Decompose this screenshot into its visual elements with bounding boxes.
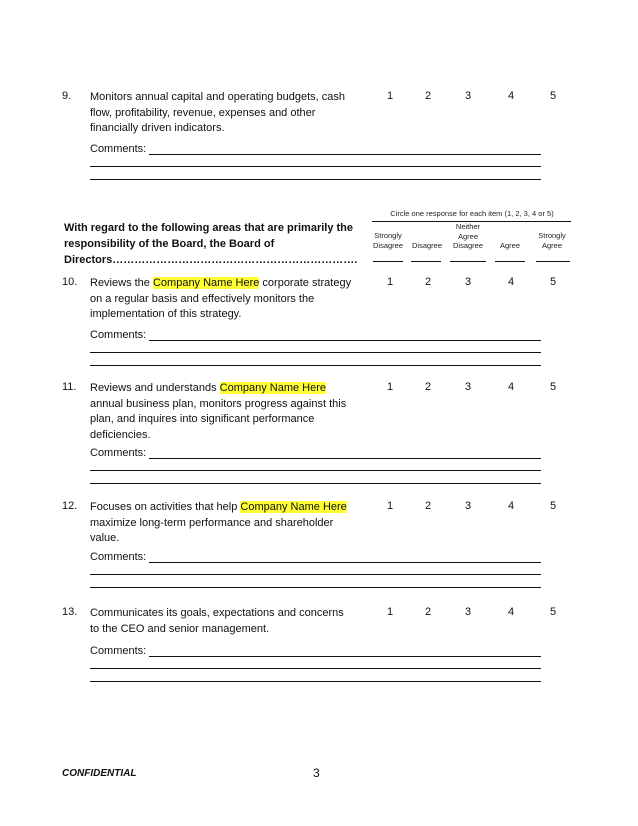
item-text bbox=[90, 606, 348, 637]
rating-2[interactable]: 2 bbox=[424, 606, 432, 618]
scale-label-agree: Agree bbox=[499, 241, 520, 250]
comments-label: Comments: bbox=[90, 143, 147, 155]
rating-2[interactable]: 2 bbox=[424, 381, 432, 393]
rating-2[interactable]: 2 bbox=[424, 276, 432, 288]
page-number: 3 bbox=[313, 766, 320, 780]
rating-4[interactable]: 4 bbox=[507, 381, 515, 393]
rating-3[interactable]: 3 bbox=[464, 606, 472, 618]
comments-label: Comments: bbox=[90, 447, 147, 459]
item-text bbox=[90, 90, 348, 137]
item-number: 12. bbox=[62, 500, 78, 512]
item-text-segment: Monitors annual capital and operating budgets, cash flow, profitability, revenue, expenses and other financially driven indicators. bbox=[90, 91, 346, 134]
item-text-segment: Reviews the bbox=[90, 277, 153, 289]
rating-5[interactable]: 5 bbox=[549, 500, 557, 512]
rating-3[interactable]: 3 bbox=[464, 500, 472, 512]
comment-line[interactable] bbox=[90, 668, 541, 669]
scale-label-strongly-agree: Strongly Agree bbox=[538, 231, 566, 250]
scale-label-disagree: Disagree bbox=[411, 241, 442, 250]
item-text bbox=[90, 381, 356, 443]
rating-5[interactable]: 5 bbox=[549, 381, 557, 393]
item-number: 11. bbox=[62, 381, 77, 393]
comment-line[interactable] bbox=[90, 166, 541, 167]
rating-1[interactable]: 1 bbox=[386, 381, 394, 393]
rating-5[interactable]: 5 bbox=[549, 90, 557, 102]
comments-label: Comments: bbox=[90, 329, 147, 341]
item-text-segment: annual business plan, monitors progress against this plan, and inquires into significant performance deficiencies. bbox=[90, 397, 347, 441]
item-text-segment: maximize long-term performance and shareholder value. bbox=[90, 516, 334, 544]
comment-line[interactable] bbox=[90, 179, 541, 180]
rating-5[interactable]: 5 bbox=[549, 276, 557, 288]
rating-4[interactable]: 4 bbox=[507, 500, 515, 512]
scale-underline bbox=[450, 261, 486, 262]
comment-line[interactable] bbox=[90, 587, 541, 588]
comment-line[interactable] bbox=[90, 352, 541, 353]
comment-line[interactable] bbox=[149, 340, 541, 341]
comment-line[interactable] bbox=[149, 656, 541, 657]
comment-line[interactable] bbox=[90, 574, 541, 575]
rating-1[interactable]: 1 bbox=[386, 606, 394, 618]
rating-2[interactable]: 2 bbox=[424, 90, 432, 102]
rating-1[interactable]: 1 bbox=[386, 90, 394, 102]
item-text-segment: Focuses on activities that help bbox=[90, 501, 241, 513]
rating-5[interactable]: 5 bbox=[549, 606, 557, 618]
scale-label-neither: Neither Agree Disagree bbox=[452, 222, 483, 250]
rating-3[interactable]: 3 bbox=[464, 381, 472, 393]
item-text-segment: Communicates its goals, expectations and concerns to the CEO and senior management. bbox=[90, 607, 344, 635]
company-name-placeholder[interactable]: Company Name Here bbox=[219, 382, 327, 394]
item-text-segment: corporate strategy on a regular basis and effectively monitors the implementation of this strategy. bbox=[90, 277, 352, 320]
rating-4[interactable]: 4 bbox=[507, 90, 515, 102]
comments-label: Comments: bbox=[90, 551, 147, 563]
rating-4[interactable]: 4 bbox=[507, 606, 515, 618]
rating-1[interactable]: 1 bbox=[386, 500, 394, 512]
comment-line[interactable] bbox=[90, 470, 541, 471]
rating-2[interactable]: 2 bbox=[424, 500, 432, 512]
company-name-placeholder[interactable]: Company Name Here bbox=[240, 501, 347, 513]
section-heading: With regard to the following areas that are primarily the responsibility of the Board, the Board of Directors…………………………………………………………. bbox=[64, 222, 358, 266]
scale-underline bbox=[411, 261, 441, 262]
rating-3[interactable]: 3 bbox=[464, 276, 472, 288]
comment-line[interactable] bbox=[90, 681, 541, 682]
item-number: 13. bbox=[62, 606, 78, 618]
scale-underline bbox=[495, 261, 525, 262]
rating-4[interactable]: 4 bbox=[507, 276, 515, 288]
item-text bbox=[90, 500, 348, 547]
company-name-placeholder[interactable]: Company Name Here bbox=[152, 277, 260, 289]
scale-instruction: Circle one response for each item (1, 2, 3, 4 or 5) bbox=[390, 209, 554, 218]
item-number: 10. bbox=[62, 276, 78, 288]
comment-line[interactable] bbox=[90, 365, 541, 366]
scale-label-strongly-disagree: Strongly Disagree bbox=[372, 231, 403, 250]
comment-line[interactable] bbox=[90, 483, 541, 484]
rating-3[interactable]: 3 bbox=[464, 90, 472, 102]
item-text bbox=[90, 276, 356, 323]
comment-line[interactable] bbox=[149, 154, 541, 155]
scale-underline bbox=[536, 261, 570, 262]
rating-1[interactable]: 1 bbox=[386, 276, 394, 288]
scale-underline bbox=[373, 261, 403, 262]
comments-label: Comments: bbox=[90, 645, 147, 657]
footer-confidential: CONFIDENTIAL bbox=[62, 768, 137, 779]
item-number: 9. bbox=[62, 90, 72, 102]
comment-line[interactable] bbox=[149, 458, 541, 459]
comment-line[interactable] bbox=[149, 562, 541, 563]
item-text-segment: Reviews and understands bbox=[90, 382, 220, 394]
